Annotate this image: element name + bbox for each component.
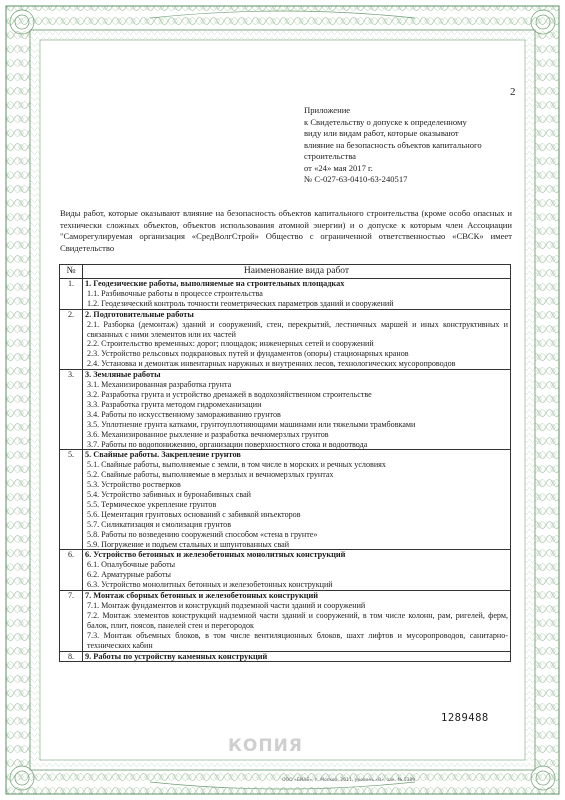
- work-item: 7.1. Монтаж фундаментов и конструкций подземной части зданий и сооружений: [87, 601, 366, 610]
- printer-imprint: ООО «БИАБ», г. Москва, 2011, уровень «В», зак. № 5389: [282, 778, 416, 783]
- section-title: 5. Свайные работы. Закрепление грунтов: [85, 450, 241, 460]
- page-number: 2: [510, 86, 516, 98]
- row-content: [83, 550, 511, 591]
- row-number: 7.: [60, 591, 83, 651]
- work-item: 3.4. Работы по искусственному замораживанию грунтов: [87, 409, 281, 419]
- section-title: 2. Подготовительные работы: [85, 309, 194, 319]
- work-item: 5.7. Силикатизация и смолизация грунтов: [87, 519, 232, 529]
- row-content: [83, 450, 511, 550]
- work-types-table-container: [59, 264, 511, 662]
- work-item: 2.1. Разборка (демонтаж) зданий и сооружений, стен, перекрытий, лестничных маршей и иных конструктивных и связанных с ними элементов или их частей: [87, 319, 508, 339]
- row-content: [83, 591, 511, 651]
- row-number: 5.: [60, 450, 83, 550]
- work-item: 1.2. Геодезический контроль точности геометрических параметров зданий и сооружений: [87, 298, 394, 308]
- row-content: [83, 651, 511, 662]
- table-row: [60, 550, 511, 591]
- appendix-line: влияние на безопасность объектов капитального: [304, 139, 482, 150]
- appendix-reference-block: [304, 105, 522, 186]
- row-number: 8.: [60, 651, 83, 662]
- work-item: 6.3. Устройство монолитных бетонных и железобетонных конструкций: [87, 580, 333, 590]
- work-item: 3.2. Разработка грунта и устройство дренажей в водохозяйственном строительстве: [87, 389, 372, 399]
- appendix-line: строительства: [304, 151, 356, 161]
- work-item: 2.2. Строительство временных: дорог; площадок; инженерных сетей и сооружений: [87, 339, 374, 349]
- work-item: 7.2. Монтаж элементов конструкций надземной части зданий и сооружений, в том числе колонн, рам, ригелей, ферм, балок, плит, поясов, панелей стен и перегородок: [87, 610, 508, 630]
- certificate-number: № С-027-63-0410-63-240517: [304, 174, 408, 184]
- work-item: 3.3. Разработка грунта методом гидромеханизации: [87, 399, 262, 409]
- row-number: 2.: [60, 309, 83, 369]
- table-row: [60, 651, 511, 662]
- row-content: [83, 279, 511, 310]
- work-item: 5.9. Погружение и подъем стальных и шпунтованных свай: [87, 539, 290, 549]
- header-number: №: [60, 265, 83, 279]
- work-item: 5.8. Работы по возведению сооружений способом «стена в грунте»: [87, 529, 318, 539]
- work-item: 3.7. Работы по водопонижению, организации поверхностного стока и водоотвода: [87, 439, 368, 449]
- work-item: 2.3. Устройство рельсовых подкрановых путей и фундаментов (опоры) стационарных кранов: [87, 349, 409, 359]
- row-content: [83, 309, 511, 369]
- row-content: [83, 370, 511, 450]
- work-types-table: [59, 264, 511, 662]
- row-number: 6.: [60, 550, 83, 591]
- row-number: 3.: [60, 370, 83, 450]
- work-item: 5.2. Свайные работы, выполняемые в мерзлых и вечномерзлых грунтах: [87, 470, 334, 480]
- work-item: 5.5. Термическое укрепление грунтов: [87, 499, 217, 509]
- table-row: [60, 591, 511, 651]
- section-title: 6. Устройство бетонных и железобетонных монолитных конструкций: [85, 550, 346, 560]
- work-item: 6.1. Опалубочные работы: [87, 560, 176, 570]
- header-work-type: Наименование вида работ: [83, 265, 511, 279]
- table-row: [60, 450, 511, 550]
- table-header-row: [60, 265, 511, 279]
- serial-number: 1289488: [441, 712, 489, 724]
- section-title: 7. Монтаж сборных бетонных и железобетонных конструкций: [85, 591, 319, 601]
- work-item: 3.1. Механизированная разработка грунта: [87, 380, 232, 390]
- section-title: 1. Геодезические работы, выполняемые на строительных площадках: [85, 279, 345, 288]
- table-row: [60, 370, 511, 450]
- work-item: 3.5. Уплотнение грунта катками, грунтоуплотняющими машинами или тяжелыми трамбовками: [87, 419, 416, 429]
- work-item: 6.2. Арматурные работы: [87, 570, 171, 580]
- table-body: [60, 279, 511, 662]
- appendix-line: виду или видам работ, которые оказывают: [304, 128, 459, 138]
- intro-paragraph: Виды работ, которые оказывают влияние на безопасность объектов капитального строительства (кроме особо опасных и технически сложных объектов, объектов использования атомной энергии) и о допуске к которым член Ассоциации "Саморегулируемая организация «СредВолгСтрой» Общество с ограниченной ответственностью «СВСК» имеет Свидетельство: [60, 208, 512, 254]
- work-item: 7.3. Монтаж объемных блоков, в том числе вентиляционных блоков, шахт лифтов и мусоропроводов, санитарно-технических кабин: [87, 630, 508, 650]
- copy-watermark-stamp: КОПИЯ: [228, 736, 303, 756]
- work-item: 2.4. Установка и демонтаж инвентарных наружных и внутренних лесов, технологических мусоропроводов: [87, 359, 456, 369]
- table-row: [60, 309, 511, 369]
- work-item: 5.6. Цементация грунтовых оснований с забивкой инъекторов: [87, 509, 301, 519]
- work-item: 5.4. Устройство забивных и буронабивных свай: [87, 490, 252, 500]
- row-number: 1.: [60, 279, 83, 310]
- appendix-line: Приложение: [304, 105, 351, 115]
- table-row: [60, 279, 511, 310]
- section-title: 3. Земляные работы: [85, 370, 161, 380]
- section-title: 9. Работы по устройству каменных конструкций: [85, 651, 268, 661]
- appendix-line: к Свидетельству о допуске к определенному: [304, 116, 467, 127]
- work-item: 1.1. Разбивочные работы в процессе строительства: [87, 288, 263, 298]
- work-item: 3.6. Механизированное рыхление и разработка вечномерзлых грунтов: [87, 429, 329, 439]
- appendix-date: от «24» мая 2017 г.: [304, 162, 373, 173]
- work-item: 5.1. Свайные работы, выполняемые с земли, в том числе в морских и речных условиях: [87, 460, 386, 470]
- work-item: 5.3. Устройство ростверков: [87, 480, 181, 490]
